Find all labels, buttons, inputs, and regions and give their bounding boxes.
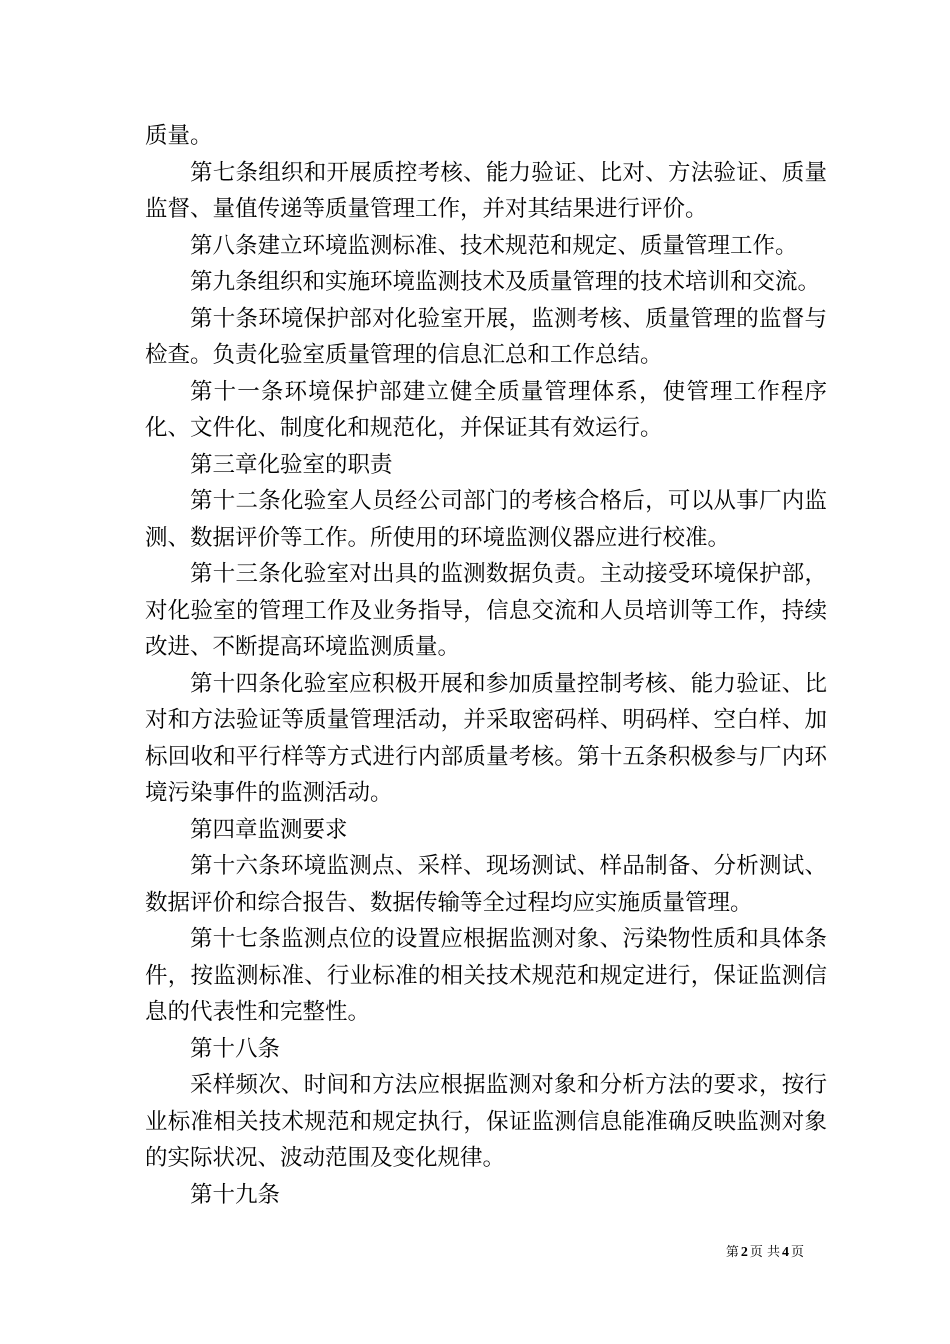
footer-middle: 页 共 [749, 1245, 780, 1260]
article-heading: 第十八条 [190, 1035, 281, 1062]
footer-suffix: 页 [790, 1245, 804, 1260]
paragraph: 第九条组织和实施环境监测技术及质量管理的技术培训和交流。 [190, 269, 821, 295]
paragraph: 第十六条环境监测点、采样、现场测试、样品制备、分析测试、数据评价和综合报告、数据传输等全过程均应实施质量管理。 [145, 853, 827, 916]
footer-prefix: 第 [725, 1245, 739, 1260]
paragraph: 第十条环境保护部对化验室开展，监测考核、质量管理的监督与检查。负责化验室质量管理的信息汇总和工作总结。 [145, 305, 827, 368]
document-body [145, 118, 827, 1213]
page-footer [726, 1245, 804, 1261]
paragraph: 第十四条化验室应积极开展和参加质量控制考核、能力验证、比对和方法验证等质量管理活动，并采取密码样、明码样、空白样、加标回收和平行样等方式进行内部质量考核。第十五条积极参与厂内环境污染事件的监测活动。 [145, 670, 827, 806]
paragraph: 第八条建立环境监测标准、技术规范和规定、质量管理工作。 [190, 232, 798, 259]
chapter-heading: 第四章监测要求 [190, 816, 348, 843]
paragraph: 第十二条化验室人员经公司部门的考核合格后，可以从事厂内监测、数据评价等工作。所使用的环境监测仪器应进行校准。 [145, 488, 827, 551]
paragraph: 第十七条监测点位的设置应根据监测对象、污染物性质和具体条件，按监测标准、行业标准的相关技术规范和规定进行，保证监测信息的代表性和完整性。 [145, 926, 827, 1025]
current-page-number: 2 [740, 1245, 748, 1260]
total-pages-number: 4 [781, 1245, 789, 1260]
paragraph: 第十三条化验室对出具的监测数据负责。主动接受环境保护部，对化验室的管理工作及业务指导，信息交流和人员培训等工作，持续改进、不断提高环境监测质量。 [145, 561, 827, 660]
article-heading: 第十九条 [190, 1181, 281, 1208]
paragraph: 采样频次、时间和方法应根据监测对象和分析方法的要求，按行业标准相关技术规范和规定执行，保证监测信息能准确反映监测对象的实际状况、波动范围及变化规律。 [145, 1072, 827, 1171]
paragraph: 第七条组织和开展质控考核、能力验证、比对、方法验证、质量监督、量值传递等质量管理工作，并对其结果进行评价。 [145, 159, 827, 222]
paragraph: 第十一条环境保护部建立健全质量管理体系，使管理工作程序化、文件化、制度化和规范化，并保证其有效运行。 [145, 378, 827, 441]
paragraph: 质量。 [145, 123, 213, 149]
chapter-heading: 第三章化验室的职责 [190, 451, 393, 478]
